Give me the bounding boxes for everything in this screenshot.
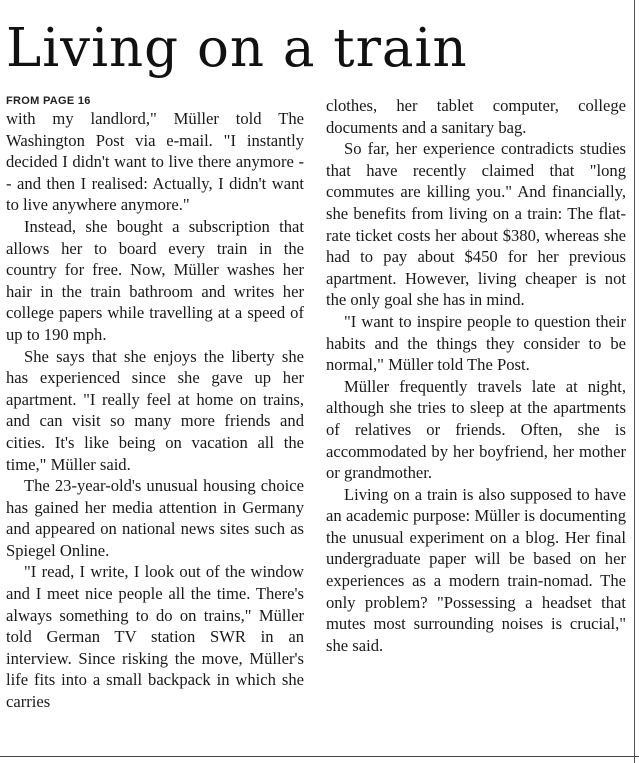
article-paragraph: with my landlord," Müller told The Washington Post via e-mail. "I instantly decided I didn't want to live there anymore -- and then I realised: Actually, I didn't want to live anywhere anymore." — [6, 109, 304, 215]
article-paragraph: Living on a train is also supposed to have an academic purpose: Müller is documenting the unusual experiment on a blog. Her final undergraduate paper will be based on her experiences as a modern train-nomad. The only problem? "Possessing a headset that mutes most surrounding noises is crucial," she said. — [326, 484, 626, 655]
article-paragraph: "I want to inspire people to question their habits and the things they consider to be normal," Müller told The Post. — [326, 311, 626, 375]
page-edge-rule — [634, 0, 635, 763]
article-paragraph: "I read, I write, I look out of the window and I meet nice people all the time. There's always something to do on trains," Müller told German TV station SWR in an interview. Since risking the move, Müller's life fits into a small backpack in which she carries — [6, 562, 304, 712]
article-paragraph: clothes, her tablet computer, college documents and a sanitary bag. — [326, 96, 626, 137]
article-paragraph: The 23-year-old's unusual housing choice has gained her media attention in Germany and appeared on national news sites such as Spiegel Online. — [6, 476, 304, 560]
article-paragraph: So far, her experience contradicts studies that have recently claimed that "long commutes are killing you." And financially, she benefits from living on a train: The flat-rate ticket costs her about $380, whereas she had to pay about $450 for her previous apartment. However, living cheaper is not the only goal she has in mind. — [326, 139, 626, 310]
article-column-left — [6, 95, 304, 713]
article-paragraph: Müller frequently travels late at night, although she tries to sleep at the apartments of relatives or friends. Often, she is accommodated by her boyfriend, her mother or grandmother. — [326, 376, 626, 483]
bottom-rule — [0, 756, 639, 757]
continued-from-label: FROM PAGE 16 — [6, 95, 91, 107]
article-column-right — [326, 95, 626, 656]
article-paragraph: Instead, she bought a subscription that allows her to board every train in the country for free. Now, Müller washes her hair in the train bathroom and writes her college papers while travelling at a speed of up to 190 mph. — [6, 216, 304, 344]
headline: Living on a train — [6, 18, 468, 79]
article-paragraph: She says that she enjoys the liberty she has experienced since she gave up her apartment. "I really feel at home on trains, and can visit so many more friends and cities. It's like being on vacation all the time," Müller said. — [6, 346, 304, 474]
